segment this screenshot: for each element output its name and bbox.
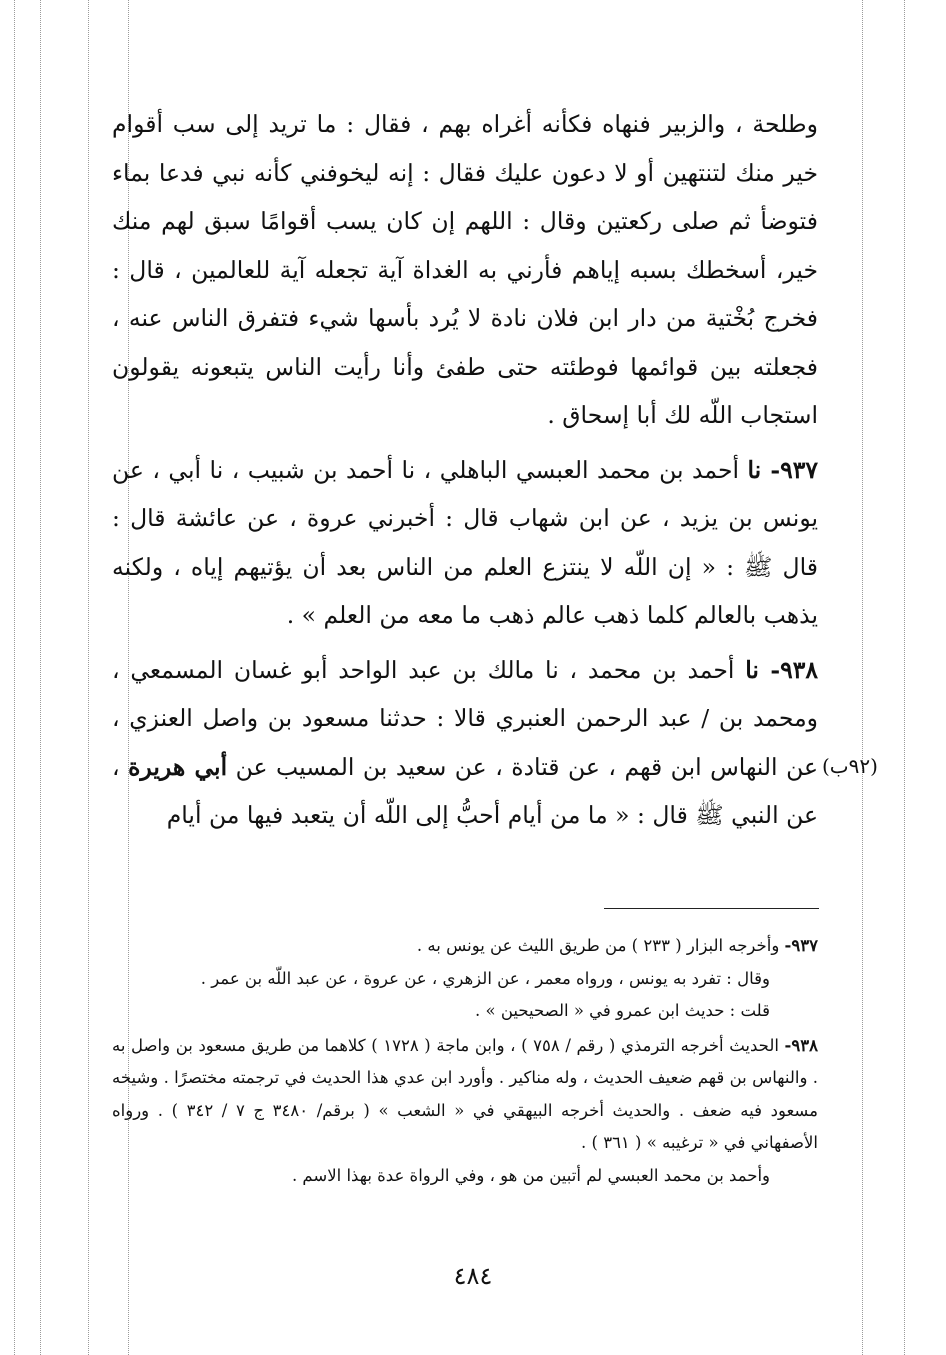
footnote-938 xyxy=(112,1030,818,1160)
narrator-name: أبي هريرة xyxy=(128,752,228,781)
scan-artifact-line xyxy=(40,0,41,1355)
footnotes xyxy=(112,930,818,1192)
paragraph-continuation xyxy=(112,100,818,440)
footnote-text: قلت : حديث ابن عمرو في « الصحيحين » . xyxy=(475,1001,770,1020)
footnote-text: الحديث أخرجه الترمذي ( رقم / ٧٥٨ ) ، وابن ماجة ( ١٧٢٨ ) كلاهما من طريق مسعود بن واصل به . والنهاس بن قهم ضعيف الحديث ، وله مناكير . وأورد ابن عدي هذا الحديث في ترجمته مختصرًا . وشيخه مسعود فيه ضعف . والحديث أخرجه البيهقي في « الشعب » ( برقم/ ٣٤٨٠ ج ٧ / ٣٤٢ ) . ورواه الأصفهاني في « ترغيبه » ( ٣٦١ ) . xyxy=(112,1035,818,1152)
scan-artifact-line xyxy=(14,0,15,1355)
hadith-number-937: ٩٣٧- نا xyxy=(747,455,818,484)
manuscript-folio-ref: (٩٢ب) xyxy=(822,754,878,778)
footnote-938-line xyxy=(112,1160,818,1193)
footnote-text: وأحمد بن محمد العبسي لم أتبين من هو ، وفي الرواة عدة بهذا الاسم . xyxy=(291,1165,770,1185)
hadith-text-938: أحمد بن محمد ، نا مالك بن عبد الواحد أبو غسان المسمعي ، ومحمد بن / عبد الرحمن العنبري قالا : حدثنا مسعود بن واصل العنزي ، عن النهاس ابن قهم ، عن قتادة ، عن سعيد بن المسيب عن xyxy=(112,655,818,781)
footnote-937-line xyxy=(112,963,818,996)
page-number: ٤٨٤ xyxy=(453,1262,493,1290)
footnote-number-937: ٩٣٧- xyxy=(784,936,818,955)
scan-artifact-line xyxy=(904,0,905,1355)
main-text xyxy=(112,100,818,840)
hadith-text-938-end: ، عن النبي ﷺ قال : « ما من أيام أحبُّ إلى اللّه أن يتعبد فيها من أيام xyxy=(112,752,818,829)
hadith-938 xyxy=(112,646,818,840)
hadith-text-937: أحمد بن محمد العبسي الباهلي ، نا أحمد بن شبيب ، نا أبي ، عن يونس بن يزيد ، عن ابن شهاب قال : أخبرني عروة ، عن عائشة قال : قال ﷺ : « إن اللّه لا ينتزع العلم من الناس بعد أن يؤتيهم إياه ، ولكنه يذهب بالعالم كلما ذهب عالم ذهب ما معه من العلم » . xyxy=(112,455,818,629)
paragraph-text: وطلحة ، والزبير فنهاه فكأنه أغراه بهم ، فقال : ما تريد إلى سب أقوام خير منك لتنتهين أو لا دعون عليك فقال : إنه ليخوفني كأنه نبي فدعا بماء فتوضأ ثم صلى ركعتين وقال : اللهم إن كان يسب أقوامًا سبق لهم منك خير، أسخطك بسبه إياهم فأرني به الغداة آية تجعله آية للعالمين ، قال : فخرج بُخْتية من دار ابن فلان نادة لا يُرد بأسها شيء فتفرق الناس عنه ، فجعلته بين قوائمها فوطئته حتى طفئ وأنا رأيت الناس يتبعونه يقولون استجاب اللّه لك أبا إسحاق . xyxy=(112,110,818,429)
footnote-number-938: ٩٣٨- xyxy=(784,1035,818,1055)
footnote-937-line xyxy=(112,995,818,1028)
hadith-937 xyxy=(112,446,818,640)
scan-artifact-line xyxy=(88,0,89,1355)
footnote-text: وأخرجه البزار ( ٢٣٣ ) من طريق الليث عن يونس به . xyxy=(416,936,780,955)
footnote-text: وقال : تفرد به يونس ، ورواه معمر ، عن الزهري ، عن عروة ، عن عبد اللّه بن عمر . xyxy=(200,968,770,988)
hadith-number-938: ٩٣٨- نا xyxy=(745,655,818,684)
footnote-divider xyxy=(604,908,819,909)
scan-artifact-line xyxy=(862,0,863,1355)
footnote-937 xyxy=(112,930,818,963)
